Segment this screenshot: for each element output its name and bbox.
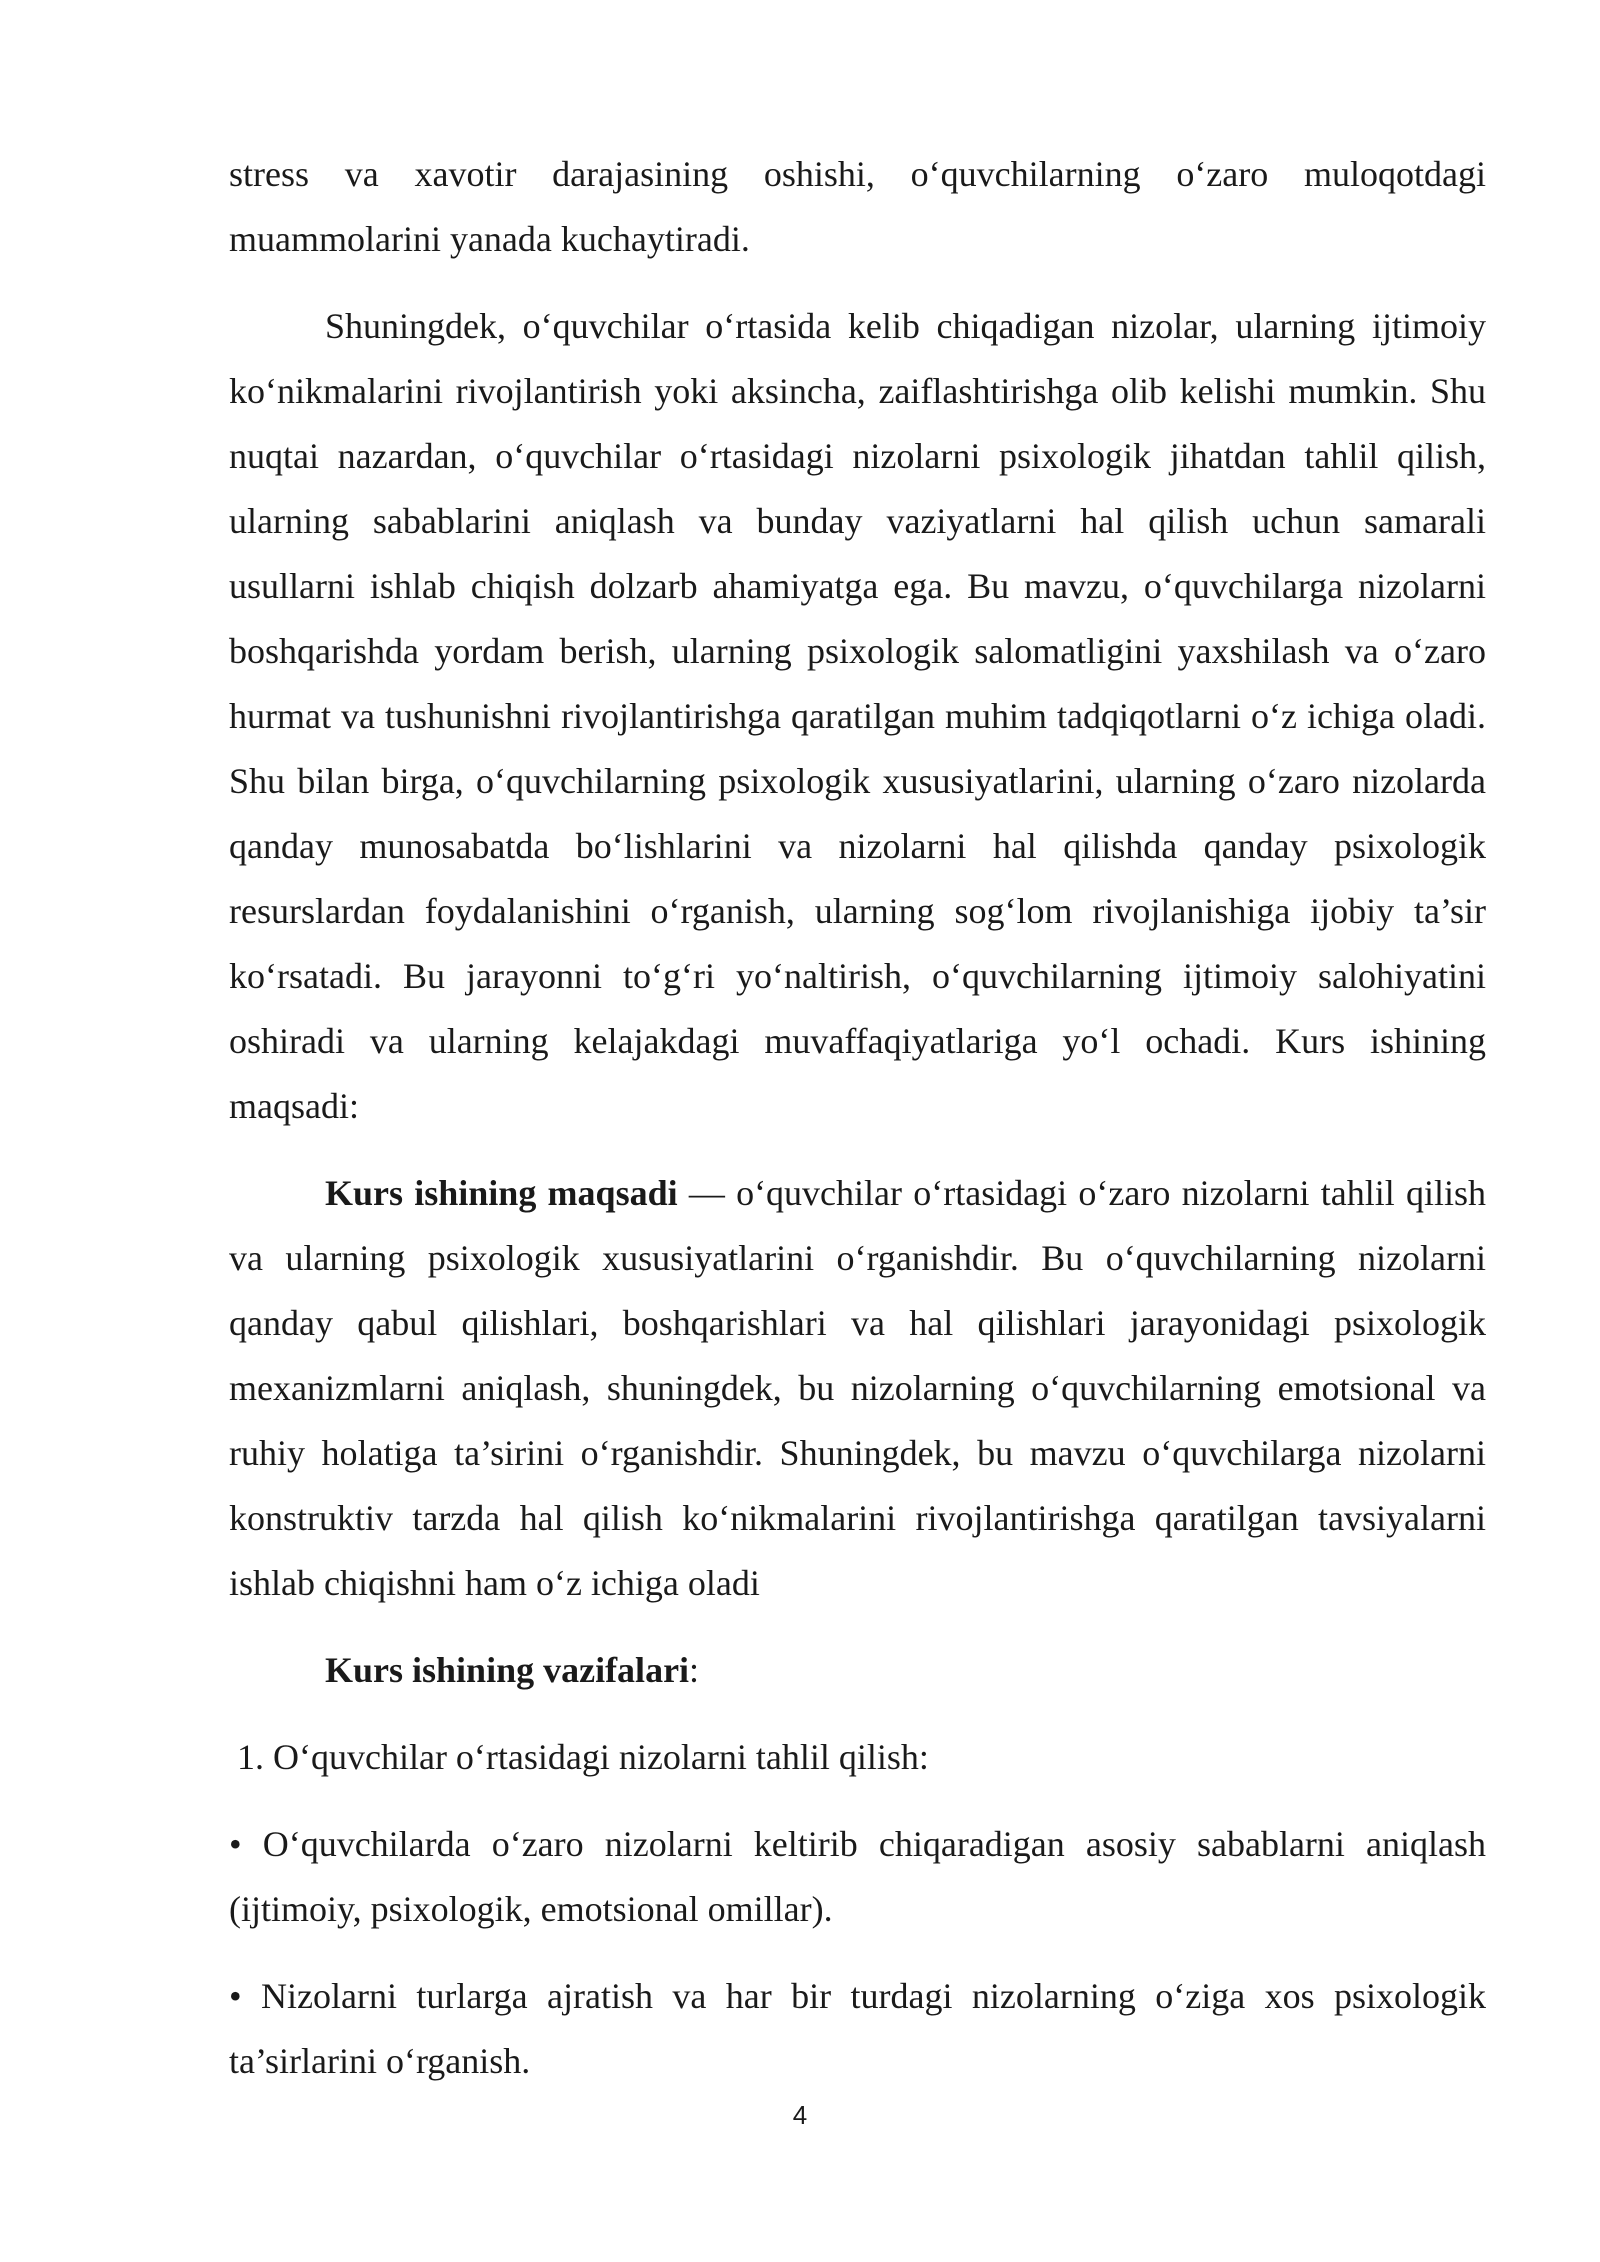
bullet-item-2: • Nizolarni turlarga ajratish va har bir turdagi nizolarning o‘ziga xos psixologik ta’sirlarini o‘rganish. [229,1976,1486,2081]
course-tasks-heading: Kurs ishining vazifalari [325,1650,690,1690]
document-page [229,142,1486,2094]
bullet-item-1: • O‘quvchilarda o‘zaro nizolarni keltirib chiqaradigan asosiy sabablarni aniqlash (ijtimoiy, psixologik, emotsional omillar). [229,1824,1486,1929]
paragraph-stress-continuation: stress va xavotir darajasining oshishi, o‘quvchilarning o‘zaro muloqotdagi muammolarini yanada kuchaytiradi. [229,154,1486,259]
course-tasks-colon: : [689,1650,700,1690]
page-number: 4 [792,2100,808,2130]
list-item-1: 1. O‘quvchilar o‘rtasidagi nizolarni tahlil qilish: [237,1737,929,1777]
course-goal-text: — o‘quvchilar o‘rtasidagi o‘zaro nizolarni tahlil qilish va ularning psixologik xususiyatlarini o‘rganishdir. Bu o‘quvchilarning nizolarni qanday qabul qilishlari, boshqarishlari va hal qilishlari jarayonidagi psixologik mexanizmlarni aniqlash, shuningdek, bu nizolarning o‘quvchilarning emotsional va ruhiy holatiga ta’sirini o‘rganishdir. Shuningdek, bu mavzu o‘quvchilarga nizolarni konstruktiv tarzda hal qilish ko‘nikmalarini rivojlantirishga qaratilgan tavsiyalarni ishlab chiqishni ham o‘z ichiga oladi [229,1173,1486,1603]
paragraph-conflicts-intro: Shuningdek, o‘quvchilar o‘rtasida kelib chiqadigan nizolar, ularning ijtimoiy ko‘nikmalarini rivojlantirish yoki aksincha, zaiflashtirishga olib kelishi mumkin. Shu nuqtai nazardan, o‘quvchilar o‘rtasidagi nizolarni psixologik jihatdan tahlil qilish, ularning sabablarini aniqlash va bunday vaziyatlarni hal qilish uchun samarali usullarni ishlab chiqish dolzarb ahamiyatga ega. Bu mavzu, o‘quvchilarga nizolarni boshqarishda yordam berish, ularning psixologik salomatligini yaxshilash va o‘zaro hurmat va tushunishni rivojlantirishga qaratilgan muhim tadqiqotlarni o‘z ichiga oladi. Shu bilan birga, o‘quvchilarning psixologik xususiyatlarini, ularning o‘zaro nizolarda qanday munosabatda bo‘lishlarini va nizolarni hal qilishda qanday psixologik resurslardan foydalanishini o‘rganish, ularning sog‘lom rivojlanishiga ijobiy ta’sir ko‘rsatadi. Bu jarayonni to‘g‘ri yo‘naltirish, o‘quvchilarning ijtimoiy salohiyatini oshiradi va ularning kelajakdagi muvaffaqiyatlariga yo‘l ochadi. Kurs ishining maqsadi: [229,306,1486,1126]
course-goal-heading: Kurs ishining maqsadi [325,1173,678,1213]
paragraph-course-tasks [229,1638,1486,1703]
paragraph-course-goal [229,1161,1486,1616]
